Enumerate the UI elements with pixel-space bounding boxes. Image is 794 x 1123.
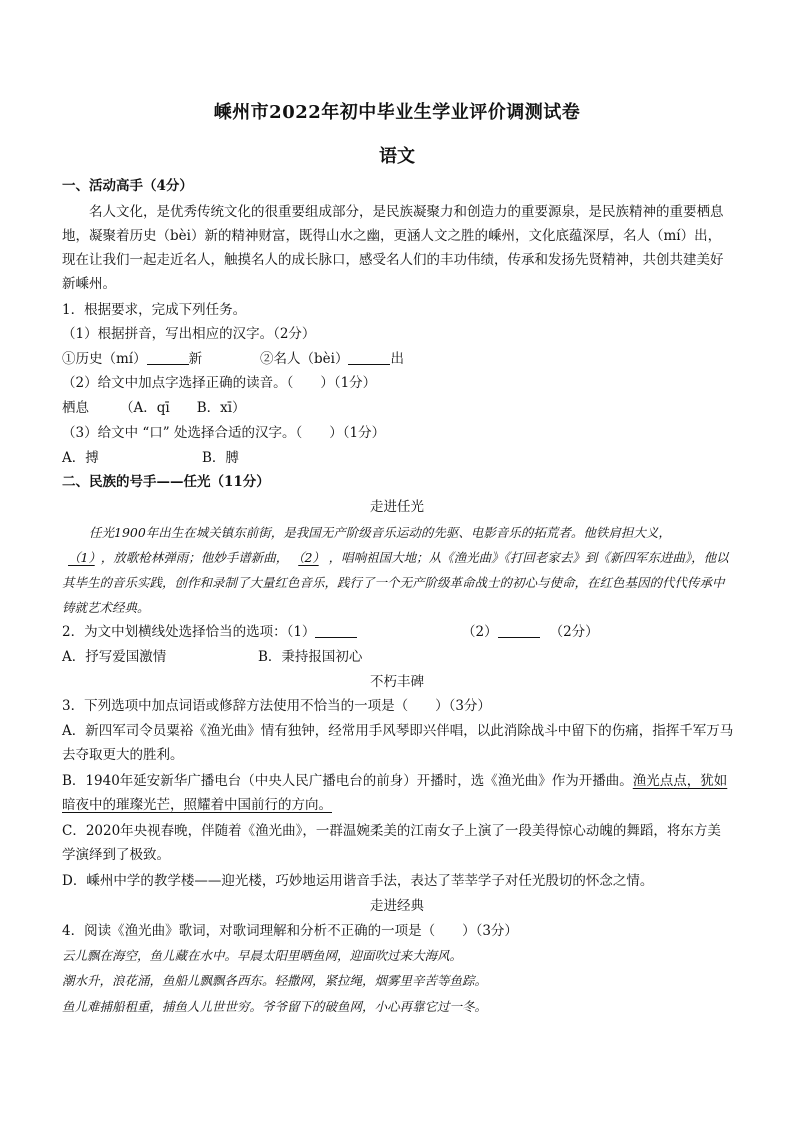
- section1-heading: 一、活动高手（4分）: [62, 178, 193, 194]
- renguang-passage: [62, 520, 734, 620]
- q3-prompt: 3．下列选项中加点词语或修辞方法使用不恰当的一项是（ ）（3分）: [62, 698, 491, 714]
- lyric-line-3: 鱼儿难捕船租重，捕鱼人儿世世穷。爷爷留下的破鱼网，小心再靠它过一冬。: [62, 999, 488, 1014]
- subject-title: 语文: [379, 146, 415, 167]
- subheading-zoujin-jingdian: 走进经典: [370, 898, 424, 914]
- passage-mid: ，放歌枪林弹雨；他妙手谱新曲，: [100, 550, 289, 565]
- q1-2-word: 栖息: [62, 400, 89, 416]
- exam-title: 嵊州市2022年初中毕业生学业评价调测试卷: [213, 102, 581, 123]
- q1-2-prompt: （2）给文中加点字选择正确的读音。（ ）（1分）: [62, 375, 377, 391]
- passage-rest: ，唱响祖国大地；从《渔光曲》《打回老家去》到《新四军东进曲》，他以其毕生的音乐实践，创作和录制了大量红色音乐，践行了一个无产阶级革命战士的初心与使命，在红色基因的代代传承中铸就艺术经典。: [62, 550, 729, 615]
- q2-prompt: [62, 621, 357, 643]
- q1-1a: [62, 348, 202, 370]
- lyric-line-2: 潮水升，浪花涌，鱼船儿飘飘各西东。轻撒网，紧拉绳，烟雾里辛苦等鱼踪。: [62, 973, 488, 988]
- q3-option-d: D．嵊州中学的教学楼——迎光楼，巧妙地运用谐音手法，表达了莘莘学子对任光殷切的怀念之情。: [62, 873, 654, 889]
- q1-1a-suffix: 新: [188, 351, 203, 367]
- q1-1-prompt: （1）根据拼音，写出相应的汉字。（2分）: [62, 326, 316, 342]
- answer-blank[interactable]: [498, 623, 540, 638]
- q1-2-options: （A．qī B．xī）: [120, 400, 246, 416]
- q1-1a-label: ①历史（mí）: [62, 351, 147, 367]
- q2-option-b: B．秉持报国初心: [258, 649, 363, 665]
- answer-blank[interactable]: [147, 350, 189, 365]
- q3-option-a: A．新四军司令员粟裕《渔光曲》情有独钟，经常用手风琴即兴伴唱，以此消除战斗中留下的伤痛，指挥千军万马去夺取更大的胜利。: [62, 723, 734, 763]
- q2-option-a: A．抒写爱国激情: [62, 649, 167, 665]
- section1-paragraph: 名人文化，是优秀传统文化的很重要组成部分，是民族凝聚力和创造力的重要源泉，是民族精神的重要栖息地，凝聚着历史（bèi）新的精神财富，既得山水之幽，更涵人文之胜的嵊州，文化底蕴深厚，名人（mí）出，现在让我们一起走近名人，触摸名人的成长脉口，感受名人们的丰功伟绩，传承和发扬先贤精神，共创共建美好新嵊州。: [62, 204, 724, 292]
- answer-blank[interactable]: [315, 623, 357, 638]
- q1-3-option-a: A．搏: [62, 450, 99, 466]
- q1-3-prompt: （3）给文中 “口” 处选择合适的汉字。（ ）（1分）: [62, 425, 386, 441]
- q4-prompt: 4．阅读《渔光曲》歌词，对歌词理解和分析不正确的一项是（ ）（3分）: [62, 923, 518, 939]
- answer-blank[interactable]: [348, 350, 390, 365]
- q1-3-option-b: B．膊: [202, 450, 239, 466]
- passage-blank-1: （1）: [68, 550, 95, 565]
- lyric-line-1: 云儿飘在海空，鱼儿藏在水中。早晨太阳里晒鱼网，迎面吹过来大海风。: [62, 948, 463, 963]
- q1-prompt: 1．根据要求，完成下列任务。: [62, 302, 247, 318]
- subheading-buxiu-fengbei: 不朽丰碑: [370, 674, 424, 690]
- q2-points: （2分）: [549, 624, 599, 640]
- q3-option-b-underlined: 渔光点点，犹如暗夜中的璀璨光芒，照耀着中国前行的方向。: [62, 773, 728, 813]
- q2-mid-label: （2）: [462, 624, 498, 640]
- q1-1b: [260, 348, 404, 370]
- q3-option-b: [62, 769, 734, 817]
- q2-second: [462, 621, 599, 643]
- passage-line1: 任光1900年出生在城关镇东前街，是我国无产阶级音乐运动的先驱、电影音乐的拓荒者。他铁肩担大义，: [89, 525, 671, 540]
- passage-blank-2: （2）: [298, 550, 319, 565]
- q1-1b-label: ②名人（bèi）: [260, 351, 349, 367]
- subheading-zoujin-renguang: 走进任光: [370, 499, 424, 515]
- q1-1b-suffix: 出: [390, 351, 404, 367]
- q2-label: 2．为文中划横线处选择恰当的选项：（1）: [62, 624, 316, 640]
- section2-heading: 二、民族的号手——任光（11分）: [62, 474, 270, 490]
- q3-option-b-text: B．1940年延安新华广播电台（中央人民广播电台的前身）开播时，选《渔光曲》作为开播曲。: [62, 773, 633, 789]
- q3-option-c: C．2020年央视春晚，伴随着《渔光曲》，一群温婉柔美的江南女子上演了一段美得惊心动魄的舞蹈，将东方美学演绎到了极致。: [62, 823, 721, 863]
